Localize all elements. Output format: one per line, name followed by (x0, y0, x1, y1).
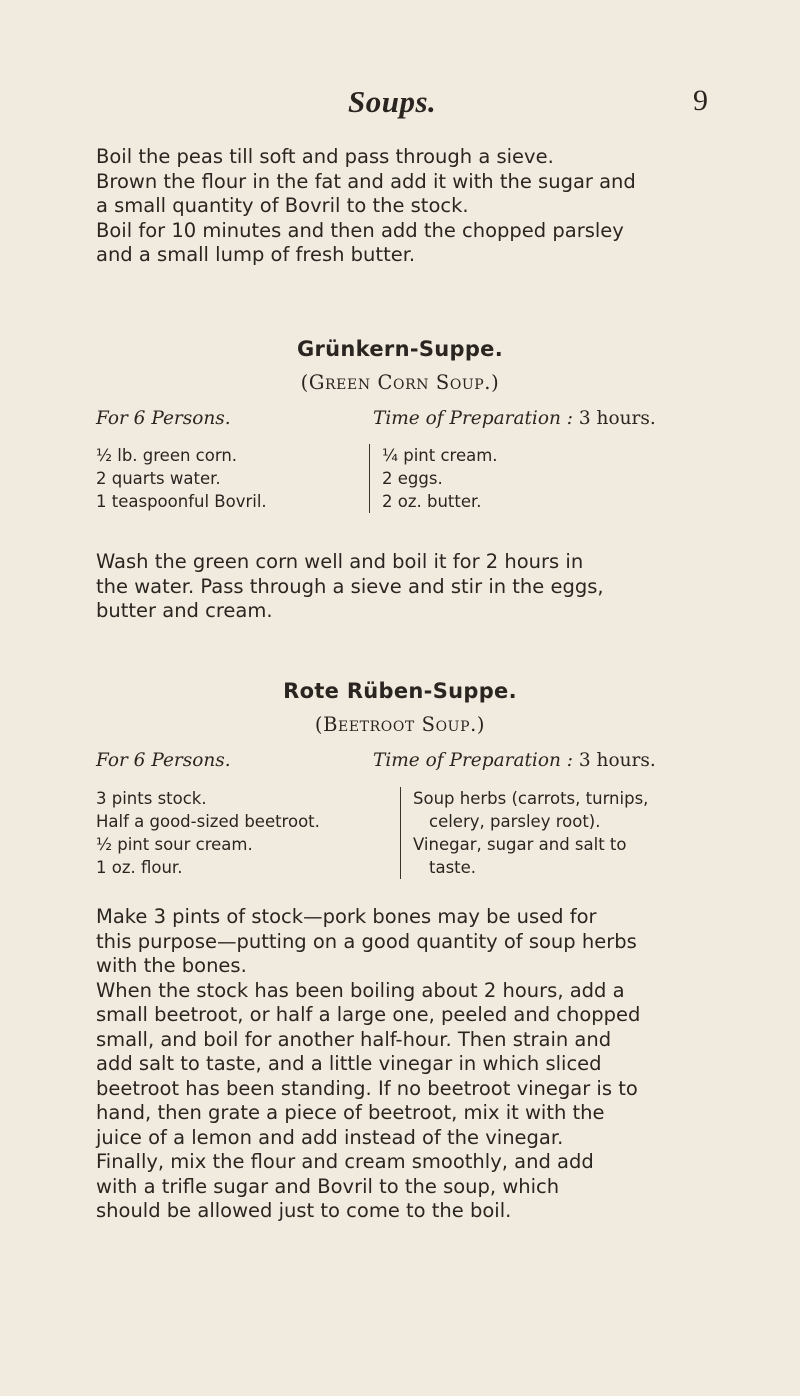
text-line: Finally, mix the flour and cream smoothly, and add (96, 1150, 594, 1173)
recipe-subtitle: (Beetroot Soup.) (314, 713, 486, 736)
ingredient: Half a good-sized beetroot. (96, 812, 320, 831)
ingredient: 3 pints stock. (96, 789, 207, 808)
text-line: and a small lump of fresh butter. (96, 243, 416, 266)
running-head (0, 84, 800, 124)
ingredient: Soup herbs (carrots, turnips, (413, 789, 649, 808)
ingredient: Vinegar, sugar and salt to (413, 835, 627, 854)
ingredients-left (96, 787, 320, 879)
ingredient: ½ lb. green corn. (96, 446, 238, 465)
ingredient: ¼ pint cream. (382, 446, 498, 465)
text-line: Make 3 pints of stock—pork bones may be used for (96, 905, 597, 928)
ingredient: 2 quarts water. (96, 469, 221, 488)
ingredients-left (96, 444, 267, 513)
recipe-subtitle: (Green Corn Soup.) (300, 371, 500, 394)
text-line: with the bones. (96, 954, 247, 977)
ingredient: 1 oz. flour. (96, 858, 183, 877)
preparation-time (373, 750, 656, 771)
ingredient: 2 eggs. (382, 469, 443, 488)
recipe-method (96, 550, 712, 624)
text-line: small, and boil for another half-hour. Then strain and (96, 1027, 612, 1051)
recipe-title: Grünkern-Suppe. (296, 337, 504, 361)
preparation-time-label: Time of Preparation : (373, 408, 573, 429)
intro-paragraph (96, 145, 712, 268)
recipe-title: Rote Rüben-Suppe. (283, 679, 517, 703)
text-line: Boil the peas till soft and pass through a sieve. (96, 145, 554, 168)
ingredients-right (369, 444, 498, 513)
text-line: should be allowed just to come to the boil. (96, 1199, 512, 1222)
ingredient: 1 teaspoonful Bovril. (96, 492, 267, 511)
ingredients-right (400, 787, 648, 879)
preparation-time (373, 408, 656, 429)
text-line: beetroot has been standing. If no beetroot vinegar is to (96, 1076, 638, 1100)
text-line: Brown the flour in the fat and add it with the sugar and (96, 169, 636, 193)
servings-label: For 6 Persons. (96, 750, 231, 771)
text-line: a small quantity of Bovril to the stock. (96, 194, 469, 217)
preparation-time-value: 3 hours. (578, 408, 656, 429)
text-line: this purpose—putting on a good quantity of soup herbs (96, 929, 637, 953)
text-line: add salt to taste, and a little vinegar in which sliced (96, 1052, 602, 1075)
ingredient: ½ pint sour cream. (96, 835, 253, 854)
text-line: with a trifle sugar and Bovril to the soup, which (96, 1174, 560, 1198)
ingredient: celery, parsley root). (429, 812, 601, 831)
servings-label: For 6 Persons. (96, 408, 231, 429)
text-line: Boil for 10 minutes and then add the chopped parsley (96, 218, 624, 242)
page-number: 9 (693, 84, 708, 117)
text-line: small beetroot, or half a large one, peeled and chopped (96, 1003, 641, 1026)
text-line: the water. Pass through a sieve and stir in the eggs, (96, 574, 604, 598)
preparation-time-value: 3 hours. (578, 750, 656, 771)
recipe-method (96, 905, 712, 1224)
text-line: Wash the green corn well and boil it for 2 hours in (96, 550, 584, 573)
ingredient: 2 oz. butter. (382, 492, 482, 511)
preparation-time-label: Time of Preparation : (373, 750, 573, 771)
text-line: hand, then grate a piece of beetroot, mix it with the (96, 1101, 605, 1124)
running-title: Soups. (348, 84, 437, 119)
ingredient: taste. (429, 858, 477, 877)
text-line: juice of a lemon and add instead of the vinegar. (96, 1125, 564, 1149)
text-line: When the stock has been boiling about 2 hours, add a (96, 978, 625, 1002)
text-line: butter and cream. (96, 599, 273, 622)
